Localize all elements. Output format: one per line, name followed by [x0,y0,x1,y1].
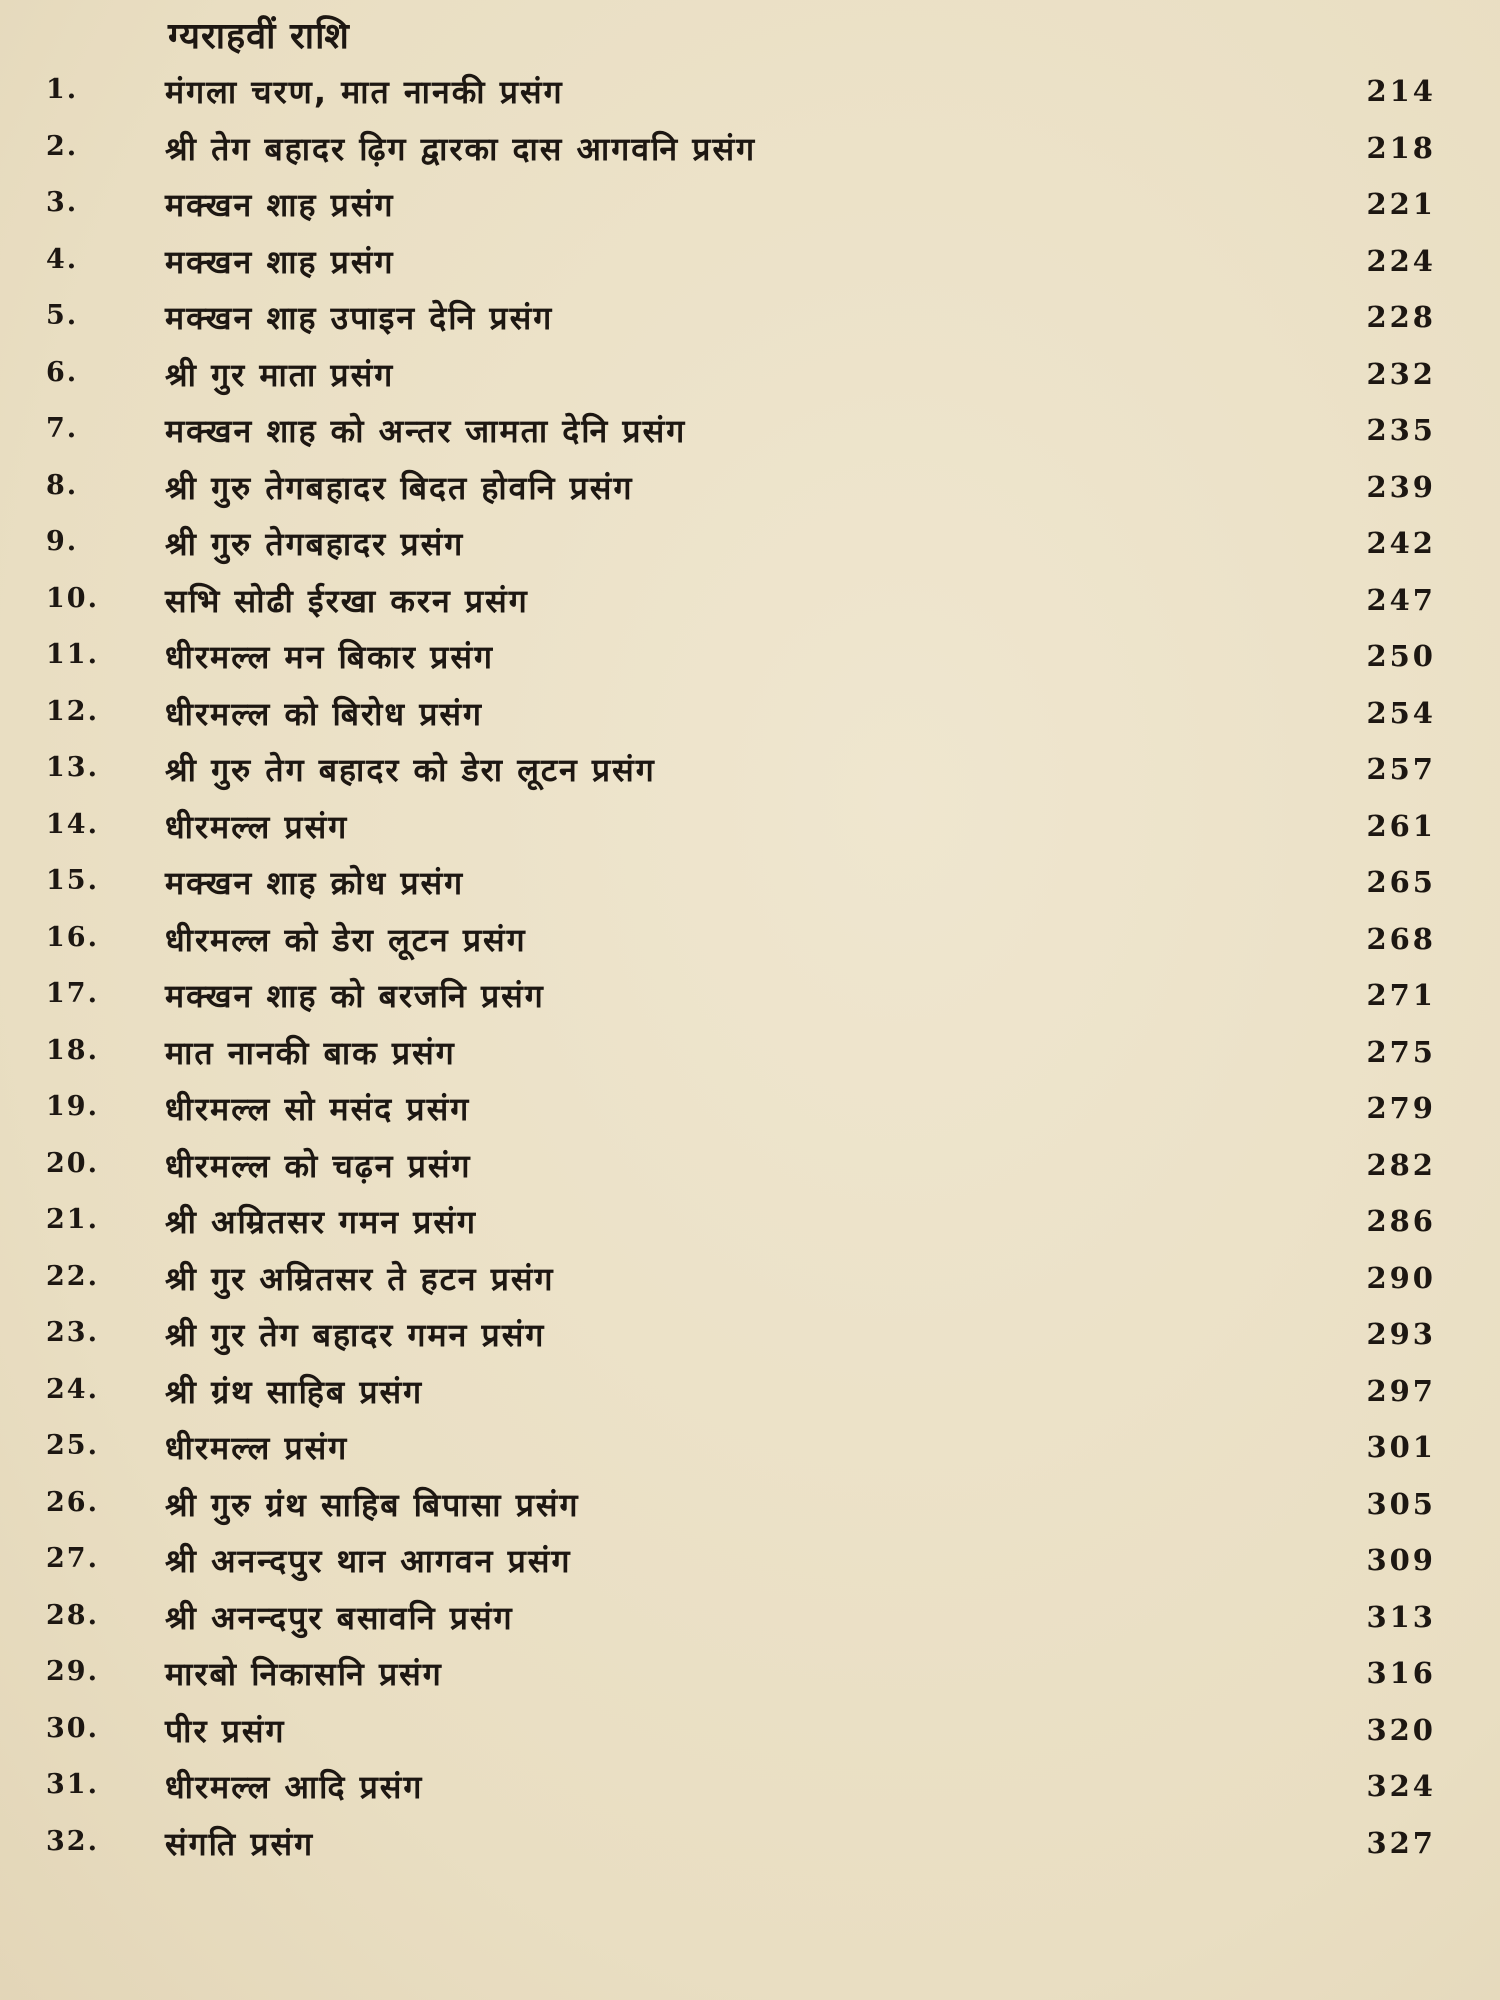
entry-page-number: 232 [1366,356,1436,391]
toc-entry [0,746,1500,803]
entry-title: धीरमल्ल को डेरा लूटन प्रसंग [165,920,527,959]
entry-title: धीरमल्ल आदि प्रसंग [165,1768,424,1806]
entry-number: 23. [46,1317,99,1348]
entry-title: मक्खन शाह प्रसंग [165,186,395,224]
toc-entry [0,633,1500,690]
entry-title: श्री अम्रितसर गमन प्रसंग [165,1203,477,1241]
entry-title: मक्खन शाह उपाइन देनि प्रसंग [165,299,554,337]
section-heading: ग्यराहवीं राशि [168,16,350,57]
entry-number: 29. [46,1656,99,1687]
entry-title: मंगला चरण, मात नानकी प्रसंग [165,73,564,111]
entry-page-number: 254 [1366,695,1436,730]
entry-title: श्री गुर अम्रितसर ते हटन प्रसंग [165,1259,555,1298]
entry-number: 16. [46,921,99,953]
entry-number: 13. [46,752,99,783]
entry-number: 11. [46,639,99,670]
toc-entry [0,972,1500,1029]
entry-number: 2. [46,130,79,162]
entry-title: श्री अनन्दपुर बसावनि प्रसंग [165,1598,514,1637]
entry-page-number: 282 [1366,1147,1436,1182]
toc-entry [0,1763,1500,1820]
table-of-contents [0,68,1500,1876]
entry-page-number: 309 [1366,1543,1436,1577]
toc-entry [0,1085,1500,1142]
toc-entry [0,294,1500,351]
entry-number: 25. [46,1430,99,1461]
toc-entry [0,1198,1500,1255]
entry-title: धीरमल्ल को बिरोध प्रसंग [165,694,484,733]
entry-number: 20. [46,1147,99,1179]
entry-number: 26. [46,1486,99,1518]
entry-title: श्री गुरु तेगबहादर प्रसंग [165,525,465,563]
entry-page-number: 218 [1366,130,1436,165]
toc-entry [0,125,1500,182]
entry-page-number: 316 [1366,1656,1436,1690]
entry-page-number: 279 [1366,1091,1436,1125]
entry-page-number: 290 [1366,1260,1436,1295]
toc-entry [0,1368,1500,1425]
entry-page-number: 235 [1366,413,1436,447]
entry-title: धीरमल्ल प्रसंग [165,1429,349,1467]
toc-entry [0,690,1500,747]
entry-page-number: 239 [1366,469,1436,504]
entry-title: श्री तेग बहादर ढ़िग द्वारका दास आगवनि प्रसंग [165,129,757,168]
toc-entry [0,1707,1500,1764]
entry-title: श्री गुरु ग्रंथ साहिब बिपासा प्रसंग [165,1485,580,1524]
entry-page-number: 313 [1366,1599,1436,1634]
entry-page-number: 275 [1366,1034,1436,1069]
entry-page-number: 250 [1366,639,1436,673]
entry-page-number: 301 [1366,1430,1436,1464]
toc-entry [0,1537,1500,1594]
entry-number: 14. [46,808,99,840]
toc-entry [0,351,1500,408]
entry-title: श्री अनन्दपुर थान आगवन प्रसंग [165,1542,572,1580]
entry-page-number: 221 [1366,187,1436,221]
entry-number: 7. [46,413,79,444]
entry-number: 1. [46,74,79,105]
toc-entry [0,1029,1500,1086]
entry-page-number: 327 [1366,1825,1436,1860]
entry-number: 5. [46,300,79,331]
entry-number: 6. [46,356,79,388]
entry-number: 30. [46,1712,99,1744]
entry-page-number: 324 [1366,1769,1436,1803]
toc-entry [0,577,1500,634]
toc-entry [0,181,1500,238]
entry-number: 21. [46,1204,99,1235]
entry-number: 15. [46,865,99,896]
toc-entry [0,68,1500,125]
toc-entry [0,238,1500,295]
entry-title: श्री गुर तेग बहादर गमन प्रसंग [165,1316,546,1354]
entry-number: 3. [46,187,79,218]
entry-page-number: 214 [1366,74,1436,108]
entry-title: धीरमल्ल सो मसंद प्रसंग [165,1090,471,1128]
entry-page-number: 257 [1366,752,1436,786]
entry-title: धीरमल्ल प्रसंग [165,807,349,846]
entry-number: 24. [46,1373,99,1405]
toc-entry [0,1142,1500,1199]
entry-title: मात नानकी बाक प्रसंग [165,1033,456,1072]
toc-entry [0,916,1500,973]
entry-title: श्री ग्रंथ साहिब प्रसंग [165,1372,424,1411]
entry-number: 19. [46,1091,99,1122]
toc-entry [0,1424,1500,1481]
entry-number: 32. [46,1825,99,1857]
toc-entry [0,1481,1500,1538]
entry-number: 12. [46,695,99,727]
toc-entry [0,464,1500,521]
entry-title: धीरमल्ल मन बिकार प्रसंग [165,638,495,676]
entry-page-number: 247 [1366,582,1436,617]
entry-page-number: 242 [1366,526,1436,560]
entry-page-number: 228 [1366,300,1436,334]
toc-entry [0,520,1500,577]
entry-page-number: 305 [1366,1486,1436,1521]
toc-entry [0,859,1500,916]
toc-entry [0,1650,1500,1707]
toc-entry [0,1311,1500,1368]
entry-title: संगति प्रसंग [165,1824,315,1863]
entry-number: 8. [46,469,79,501]
entry-title: सभि सोढी ईरखा करन प्रसंग [165,581,529,620]
entry-number: 27. [46,1543,99,1574]
entry-page-number: 297 [1366,1373,1436,1408]
entry-title: धीरमल्ल को चढ़न प्रसंग [165,1146,472,1185]
entry-title: पीर प्रसंग [165,1711,286,1750]
entry-page-number: 265 [1366,865,1436,899]
entry-page-number: 271 [1366,978,1436,1012]
toc-entry [0,1255,1500,1312]
entry-number: 4. [46,243,79,275]
entry-number: 31. [46,1769,99,1800]
entry-title: श्री गुरु तेगबहादर बिदत होवनि प्रसंग [165,468,634,507]
entry-page-number: 268 [1366,921,1436,956]
entry-title: मक्खन शाह प्रसंग [165,242,395,281]
entry-number: 9. [46,526,79,557]
entry-page-number: 286 [1366,1204,1436,1238]
entry-title: मारबो निकासनि प्रसंग [165,1655,443,1693]
entry-title: श्री गुर माता प्रसंग [165,355,395,394]
entry-page-number: 224 [1366,243,1436,278]
entry-page-number: 320 [1366,1712,1436,1747]
entry-page-number: 293 [1366,1317,1436,1351]
entry-page-number: 261 [1366,808,1436,843]
entry-title: मक्खन शाह क्रोध प्रसंग [165,864,465,902]
entry-title: मक्खन शाह को बरजनि प्रसंग [165,977,545,1015]
entry-number: 10. [46,582,99,614]
entry-number: 17. [46,978,99,1009]
toc-entry [0,407,1500,464]
entry-number: 28. [46,1599,99,1631]
entry-title: श्री गुरु तेग बहादर को डेरा लूटन प्रसंग [165,751,656,789]
entry-number: 22. [46,1260,99,1292]
toc-entry [0,1820,1500,1877]
toc-entry [0,803,1500,860]
entry-title: मक्खन शाह को अन्तर जामता देनि प्रसंग [165,412,687,450]
toc-entry [0,1594,1500,1651]
entry-number: 18. [46,1034,99,1066]
